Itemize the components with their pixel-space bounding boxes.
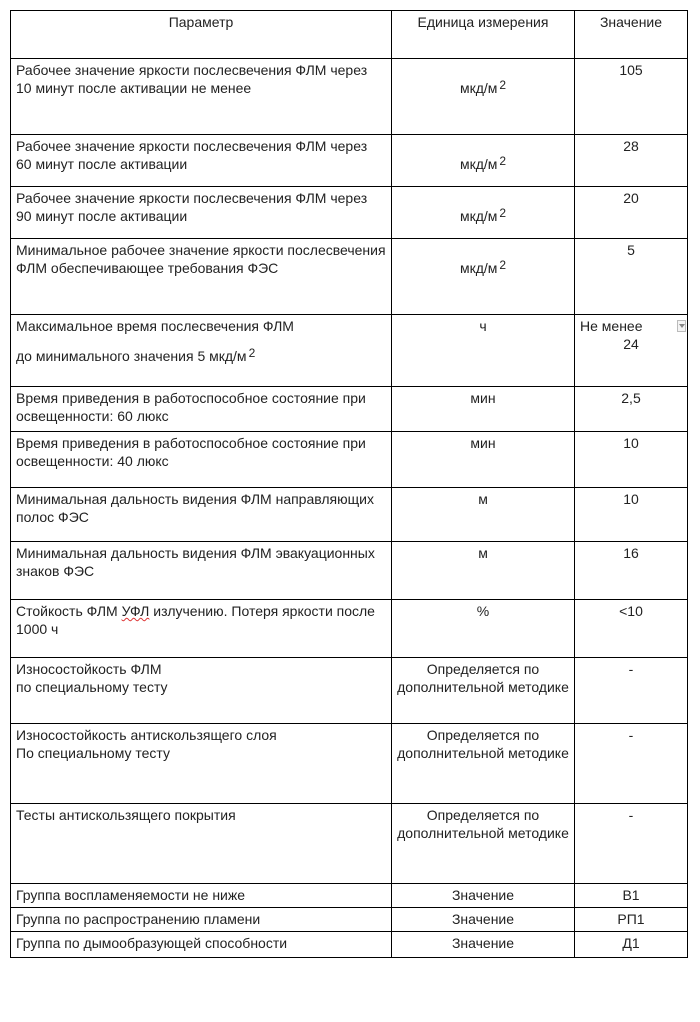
param-cell: Рабочее значение яркости послесвечения ФЛМ через 10 минут после активации не менее <box>11 59 392 135</box>
param-cell: Время приведения в работоспособное состояние при освещенности: 40 люкс <box>11 432 392 488</box>
table-row <box>11 542 688 600</box>
table-row <box>11 658 688 724</box>
value-cell: 5 <box>575 239 688 315</box>
header-unit: Единица измерения <box>392 11 575 59</box>
value-cell: - <box>575 658 688 724</box>
param-cell: Стойкость ФЛМ УФЛ излучению. Потеря яркости после 1000 ч <box>11 600 392 658</box>
param-cell: Группа по распространению пламени <box>11 908 392 932</box>
table-row <box>11 239 688 315</box>
param-cell: Минимальная дальность видения ФЛМ эвакуационных знаков ФЭС <box>11 542 392 600</box>
table-row <box>11 488 688 542</box>
unit-cell: Значение <box>392 932 575 958</box>
value-cell: В1 <box>575 884 688 908</box>
unit-cell: Определяется по дополнительной методике <box>392 724 575 804</box>
value-cell: Д1 <box>575 932 688 958</box>
table-row <box>11 600 688 658</box>
unit-cell: ч <box>392 315 575 387</box>
header-value: Значение <box>575 11 688 59</box>
param-cell: Тесты антискользящего покрытия <box>11 804 392 884</box>
unit-cell: мкд/м $^2$ <box>392 135 575 187</box>
table-row <box>11 59 688 135</box>
value-cell: - <box>575 804 688 884</box>
table-row <box>11 135 688 187</box>
value-cell: 10 <box>575 432 688 488</box>
param-cell: Максимальное время послесвечения ФЛМ до минимального значения 5 мкд/м $^2$ <box>11 315 392 387</box>
table-row <box>11 884 688 908</box>
unit-cell: м <box>392 488 575 542</box>
unit-cell: Значение <box>392 884 575 908</box>
table-header-row <box>11 11 688 59</box>
table-row <box>11 932 688 958</box>
value-cell: - <box>575 724 688 804</box>
value-cell: <10 <box>575 600 688 658</box>
unit-cell: Определяется по дополнительной методике <box>392 804 575 884</box>
param-cell: Рабочее значение яркости послесвечения ФЛМ через 60 минут после активации <box>11 135 392 187</box>
table-row <box>11 432 688 488</box>
param-cell: Износостойкость ФЛМ по специальному тесту <box>11 658 392 724</box>
value-cell: Не менее 24 <box>575 315 688 387</box>
unit-cell: мкд/м $^2$ <box>392 187 575 239</box>
spellcheck-mark: УФЛ <box>121 603 150 619</box>
value-cell: 20 <box>575 187 688 239</box>
table-row <box>11 804 688 884</box>
table-row <box>11 908 688 932</box>
table-row <box>11 387 688 432</box>
value-cell: 28 <box>575 135 688 187</box>
unit-cell: мкд/м $^2$ <box>392 239 575 315</box>
value-cell: 16 <box>575 542 688 600</box>
value-cell: 105 <box>575 59 688 135</box>
parameters-table <box>10 10 688 958</box>
unit-cell: Определяется по дополнительной методике <box>392 658 575 724</box>
unit-cell: Значение <box>392 908 575 932</box>
value-cell: 10 <box>575 488 688 542</box>
chevron-down-icon[interactable] <box>677 320 686 332</box>
param-cell: Время приведения в работоспособное состояние при освещенности: 60 люкс <box>11 387 392 432</box>
param-cell: Минимальная дальность видения ФЛМ направляющих полос ФЭС <box>11 488 392 542</box>
table-row <box>11 187 688 239</box>
value-cell: РП1 <box>575 908 688 932</box>
unit-cell: мин <box>392 432 575 488</box>
unit-cell: % <box>392 600 575 658</box>
table-row <box>11 724 688 804</box>
unit-cell: м <box>392 542 575 600</box>
param-cell: Группа по дымообразующей способности <box>11 932 392 958</box>
param-cell: Износостойкость антискользящего слоя По специальному тесту <box>11 724 392 804</box>
unit-cell: мкд/м $^2$ <box>392 59 575 135</box>
param-cell: Группа воспламеняемости не ниже <box>11 884 392 908</box>
param-cell: Рабочее значение яркости послесвечения ФЛМ через 90 минут после активации <box>11 187 392 239</box>
header-param: Параметр <box>11 11 392 59</box>
value-cell: 2,5 <box>575 387 688 432</box>
unit-cell: мин <box>392 387 575 432</box>
table-row <box>11 315 688 387</box>
param-cell: Минимальное рабочее значение яркости послесвечения ФЛМ обеспечивающее требования ФЭС <box>11 239 392 315</box>
